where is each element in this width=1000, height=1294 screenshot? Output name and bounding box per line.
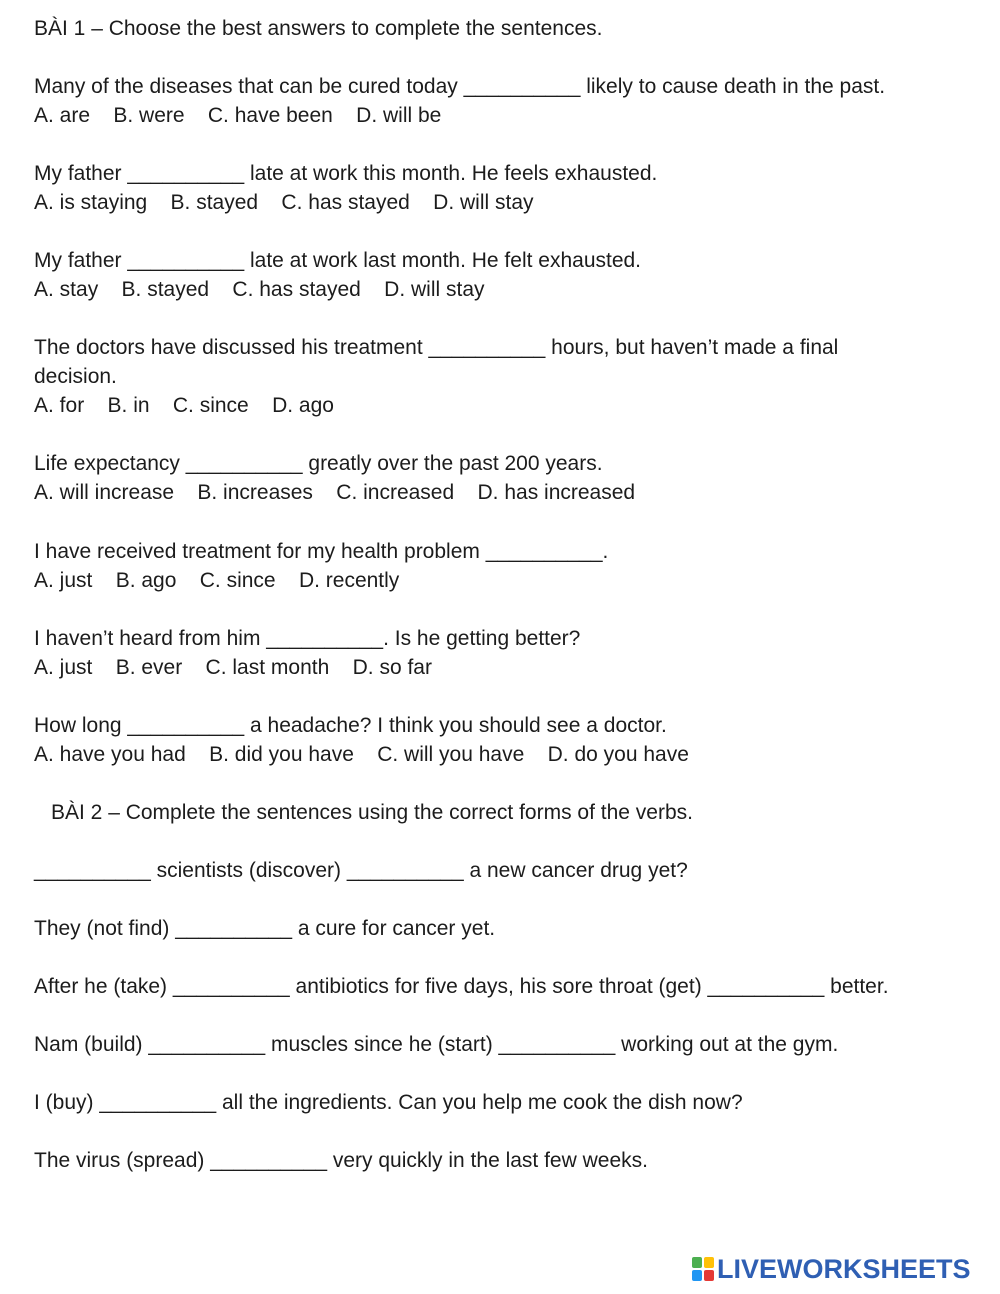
question-3-text: My father __________ late at work last month. He felt exhausted. bbox=[34, 249, 642, 272]
question-2-text: My father __________ late at work this month. He feels exhausted. bbox=[34, 162, 658, 185]
question-5-options: A. will increase B. increases C. increased D. has increased bbox=[34, 481, 636, 504]
liveworksheets-logo bbox=[692, 1254, 971, 1284]
question-2-options: A. is staying B. stayed C. has stayed D. will stay bbox=[34, 191, 534, 214]
liveworksheets-logo-icon bbox=[692, 1257, 714, 1281]
question-5-text: Life expectancy __________ greatly over the past 200 years. bbox=[34, 452, 603, 475]
logo-square-1 bbox=[692, 1257, 702, 1268]
question-3-options: A. stay B. stayed C. has stayed D. will stay bbox=[34, 278, 485, 301]
logo-square-3 bbox=[692, 1270, 702, 1281]
question-7-options: A. just B. ever C. last month D. so far bbox=[34, 656, 432, 679]
exercise2-sentence-3: After he (take) __________ antibiotics for five days, his sore throat (get) __________ better. bbox=[34, 975, 889, 998]
question-7-text: I haven’t heard from him __________. Is he getting better? bbox=[34, 627, 581, 650]
question-1-options: A. are B. were C. have been D. will be bbox=[34, 104, 442, 127]
exercise2-sentence-4: Nam (build) __________ muscles since he (start) __________ working out at the gym. bbox=[34, 1033, 839, 1056]
question-1-text: Many of the diseases that can be cured today __________ likely to cause death in the past. bbox=[34, 75, 886, 98]
exercise2-title: BÀI 2 – Complete the sentences using the correct forms of the verbs. bbox=[51, 801, 693, 824]
question-8-text: How long __________ a headache? I think you should see a doctor. bbox=[34, 714, 667, 737]
exercise2-sentence-1: __________ scientists (discover) __________ a new cancer drug yet? bbox=[34, 859, 688, 882]
exercise1-title: BÀI 1 – Choose the best answers to complete the sentences. bbox=[34, 17, 603, 40]
logo-square-2 bbox=[704, 1257, 714, 1268]
logo-square-4 bbox=[704, 1270, 714, 1281]
question-8-options: A. have you had B. did you have C. will you have D. do you have bbox=[34, 743, 689, 766]
exercise2-sentence-5: I (buy) __________ all the ingredients. Can you help me cook the dish now? bbox=[34, 1091, 743, 1114]
exercise2-sentence-2: They (not find) __________ a cure for cancer yet. bbox=[34, 917, 496, 940]
question-6-text: I have received treatment for my health problem __________. bbox=[34, 540, 609, 563]
question-4-options: A. for B. in C. since D. ago bbox=[34, 394, 334, 417]
exercise2-sentence-6: The virus (spread) __________ very quickly in the last few weeks. bbox=[34, 1149, 648, 1172]
question-6-options: A. just B. ago C. since D. recently bbox=[34, 569, 400, 592]
question-4-text: The doctors have discussed his treatment __________ hours, but haven’t made a final bbox=[34, 336, 839, 359]
question-4-text-cont: decision. bbox=[34, 365, 117, 388]
liveworksheets-logo-text: LIVEWORKSHEETS bbox=[717, 1253, 971, 1284]
